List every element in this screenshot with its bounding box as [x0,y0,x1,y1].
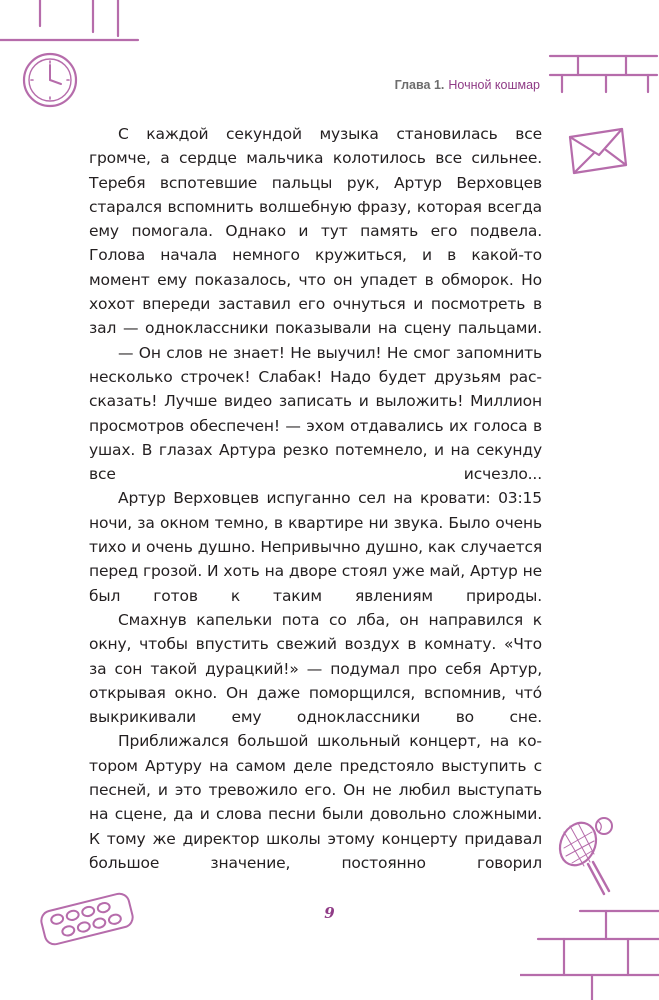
paragraph: Смахнув капельки пота со лба, он направился к окну, чтобы впустить свежий воздух в комнату. «Что за сон такой дурацкий!» — подумал про себя Артур, открывая окно. Он даже поморщился, вспомнив, что́ выкрикивали ему одноклассники во сне. [89,610,542,727]
paragraph: Артур Верховцев испуганно сел на кровати: 03:15 ночи, за окном темно, в квартире ни звука. Было очень тихо и очень душно. Непривычно душно, как случается перед грозой. И хоть на дворе стоял уже май, Артур не был готов к таким явлениям природы. [89,489,542,605]
page-number: 9 [324,904,335,922]
chapter-name: Ночной кошмар [448,78,540,92]
brick-lines-top-left-icon [0,0,140,48]
paragraph: — Он слов не знает! Не выучил! Не смог запомнить несколько строчек! Слабак! Надо будет друзьям рассказать! Лучше видео записать и выложить! Миллион просмотров обеспечен! — эхом отдавались их голоса в ушах. В глазах Артура резко потемнело, и на секунду все исчезло... [89,343,542,484]
body-text [89,122,542,875]
envelope-icon [566,125,630,179]
paragraph: Приближался большой школьный концерт, на котором Артуру на самом деле предстояло выступить с песней, и это тревожило его. Он не любил выступать на сцене, да и слова песни были довольно сложными. К тому же директор школы этому концерту придавал большое значение, постоянно говорил [89,732,542,872]
running-head [395,78,540,92]
chapter-number: Глава 1. [394,78,445,92]
paragraph: С каждой секундой музыка становилась все громче, а сердце мальчика колотилось все сильнее. Теребя вспотевшие пальцы рук, Артур Верховцев старался вспомнить волшебную фразу, которая всегда ему помогала. Однако и тут память его подвела. Голова начала немного кружиться, и в какой-то момент ему показалось, что он упадет в обморок. Но хохот впереди заставил его очнуться и посмотреть в зал — одноклассники показывали на сцену пальцами. [89,125,542,338]
tennis-racket-icon [552,808,622,908]
brick-wall-icon [548,48,659,104]
clock-icon [20,50,80,110]
